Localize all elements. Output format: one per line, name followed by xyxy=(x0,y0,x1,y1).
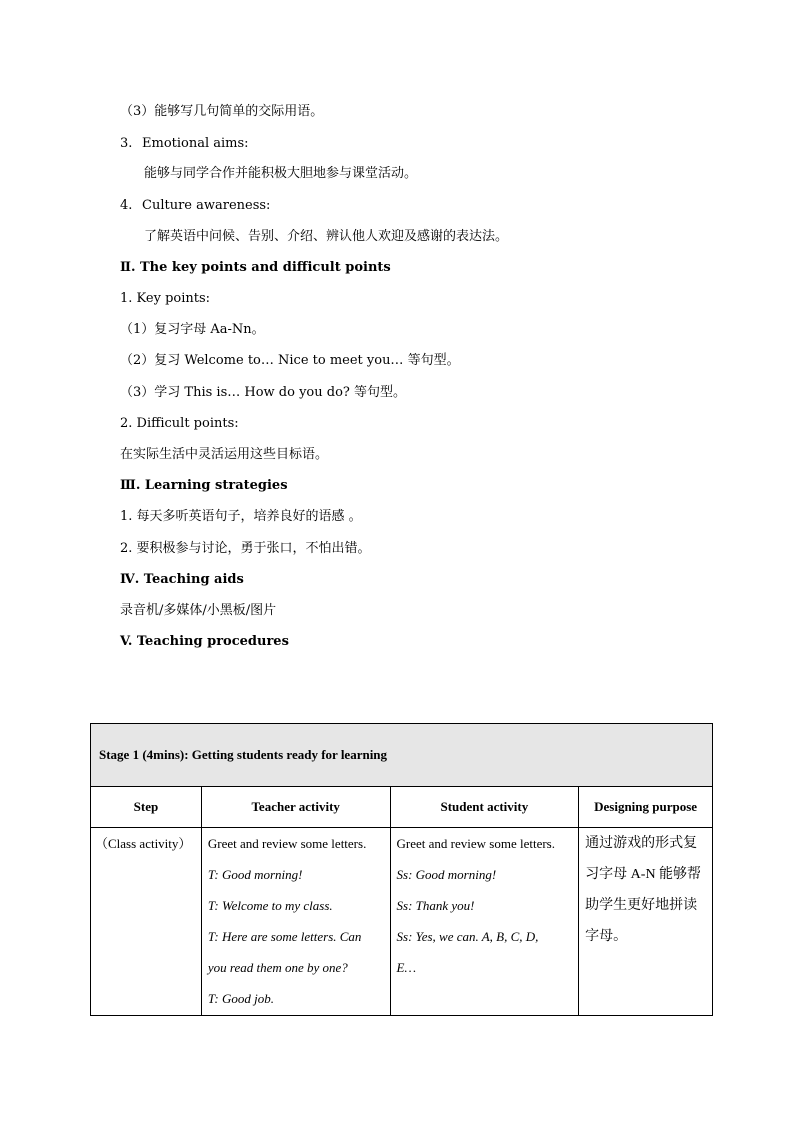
teacher-line: you read them one by one? xyxy=(207,960,348,975)
line-strategy-2: 2. 要积极参与讨论，勇于张口，不怕出错。 xyxy=(120,541,371,556)
line-teaching-aids: 录音机/多媒体/小黑板/图片 xyxy=(120,603,277,618)
heading-key-points: Ⅱ. The key points and difficult points xyxy=(120,260,391,275)
header-designing-purpose: Designing purpose xyxy=(579,787,713,828)
student-line: Ss: Good morning! xyxy=(396,867,497,882)
purpose-line: 通过游戏的形式复 xyxy=(585,836,698,851)
table-row xyxy=(91,828,713,1016)
line-emotional-desc: 能够与同学合作并能积极大胆地参与课堂活动。 xyxy=(144,166,418,181)
step-text: （Class activity） xyxy=(95,836,192,851)
teacher-line: Greet and review some letters. xyxy=(207,836,367,851)
purpose-line: 习字母 A-N 能够帮 xyxy=(585,867,702,882)
line-culture-awareness xyxy=(120,198,270,214)
student-activity-cell xyxy=(390,828,579,1016)
purpose-line: 助学生更好地拼读 xyxy=(585,898,698,913)
line-strategy-1: 1. 每天多听英语句子，培养良好的语感 。 xyxy=(120,509,362,524)
list-number: 3. xyxy=(120,136,133,151)
student-line: E… xyxy=(396,960,417,975)
line-emotional-aims xyxy=(120,136,249,152)
designing-purpose-cell xyxy=(579,828,713,1016)
header-teacher-activity: Teacher activity xyxy=(201,787,390,828)
procedure-table xyxy=(90,723,713,1016)
student-line: Ss: Thank you! xyxy=(396,898,475,913)
teacher-line: T: Here are some letters. Can xyxy=(207,929,362,944)
teacher-line: T: Good morning! xyxy=(207,867,303,882)
step-cell xyxy=(91,828,202,1016)
teacher-line: T: Welcome to my class. xyxy=(207,898,333,913)
line-difficult-desc: 在实际生活中灵活运用这些目标语。 xyxy=(120,447,329,462)
line-key-point-3: （3）学习 This is… How do you do? 等句型。 xyxy=(120,385,407,400)
heading-teaching-procedures: V. Teaching procedures xyxy=(120,634,289,649)
line-culture-desc: 了解英语中问候、告别、介绍、辨认他人欢迎及感谢的表达法。 xyxy=(144,229,509,244)
stage-title: Stage 1 (4mins): Getting students ready for learning xyxy=(91,724,713,787)
teacher-activity-cell xyxy=(201,828,390,1016)
list-label: Culture awareness: xyxy=(142,198,271,213)
teacher-line: T: Good job. xyxy=(207,991,274,1006)
stage-row xyxy=(91,724,713,787)
purpose-line: 字母。 xyxy=(585,929,628,944)
line-writing-aim: （3）能够写几句简单的交际用语。 xyxy=(120,104,324,119)
list-label: Emotional aims: xyxy=(142,136,249,151)
header-student-activity: Student activity xyxy=(390,787,579,828)
header-row xyxy=(91,787,713,828)
list-number: 4. xyxy=(120,198,133,213)
line-difficult-points: 2. Difficult points: xyxy=(120,416,239,431)
line-key-point-1: （1）复习字母 Aa-Nn。 xyxy=(120,322,265,337)
header-step: Step xyxy=(91,787,202,828)
heading-teaching-aids: Ⅳ. Teaching aids xyxy=(120,572,244,587)
student-line: Ss: Yes, we can. A, B, C, D, xyxy=(396,929,539,944)
student-line: Greet and review some letters. xyxy=(396,836,555,851)
line-key-points: 1. Key points: xyxy=(120,291,211,306)
heading-learning-strategies: Ⅲ. Learning strategies xyxy=(120,478,288,493)
line-key-point-2: （2）复习 Welcome to… Nice to meet you… 等句型。 xyxy=(120,353,460,368)
